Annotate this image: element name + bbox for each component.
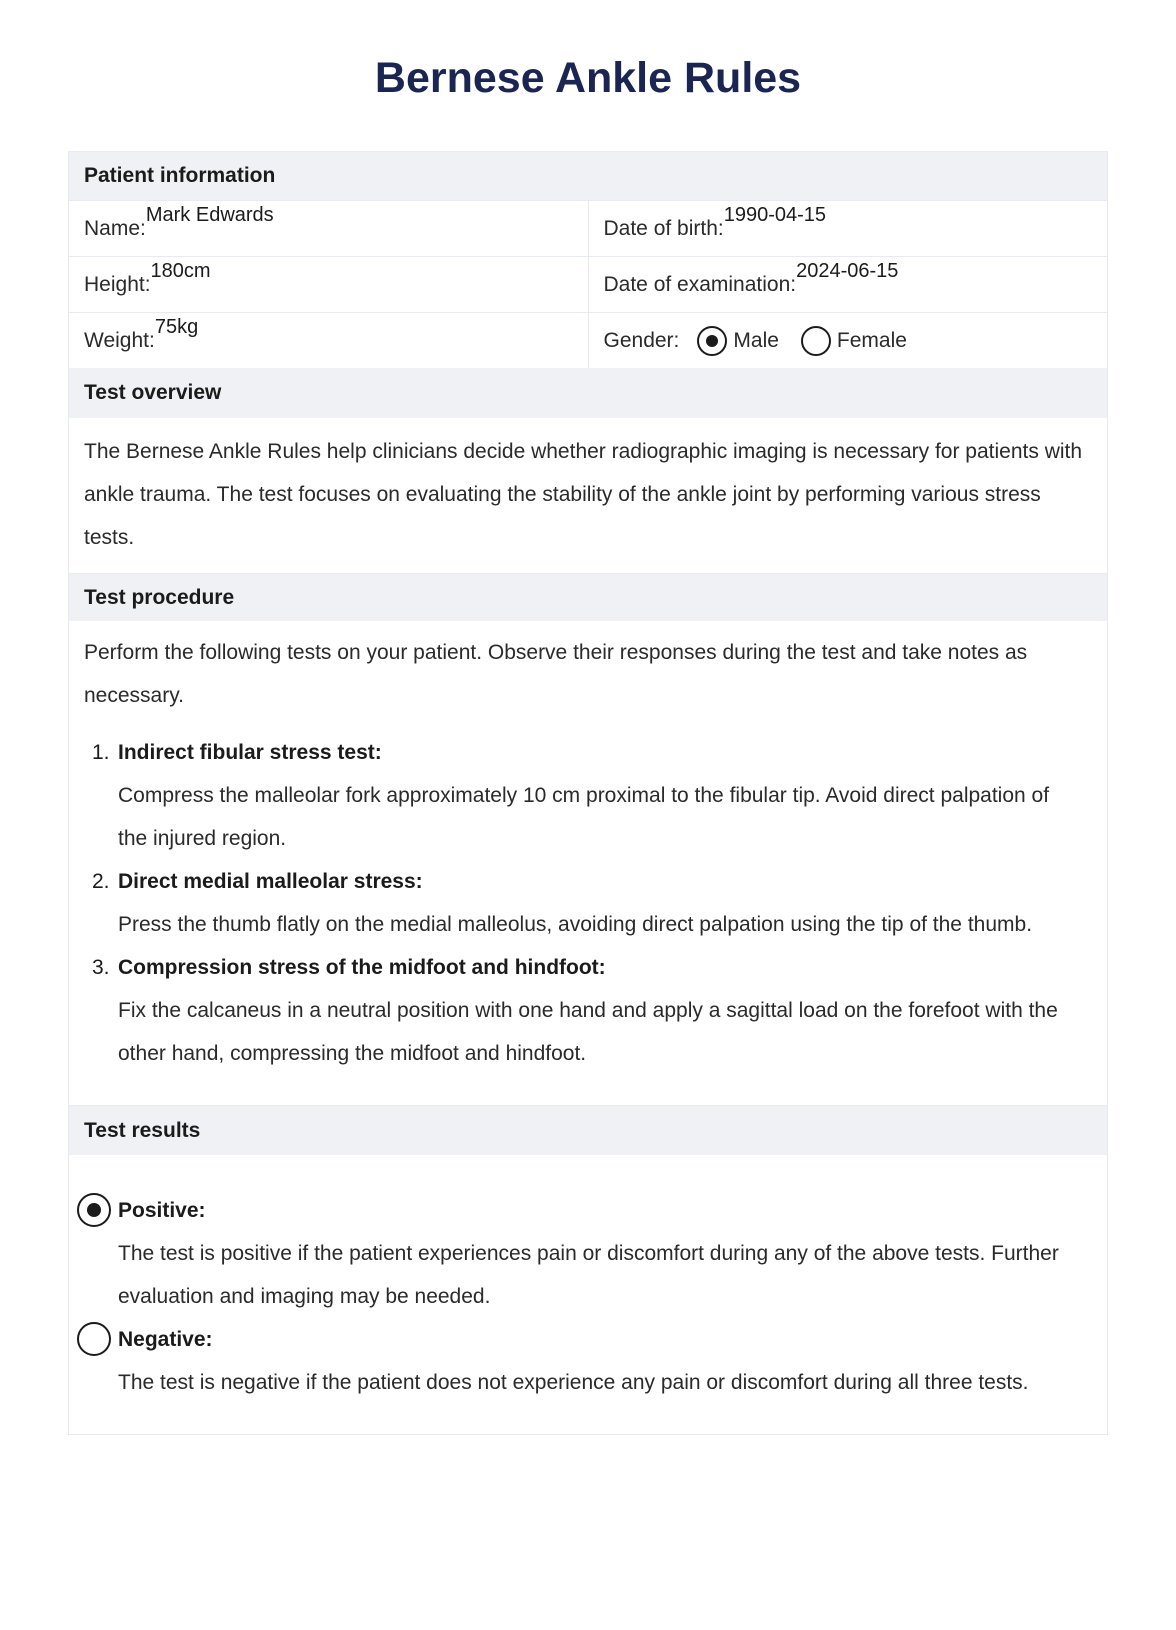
weight-value[interactable]: 75kg xyxy=(154,316,199,338)
procedure-step xyxy=(69,860,1107,946)
result-negative-title[interactable] xyxy=(69,1318,1107,1361)
step-title-text: Compression stress of the midfoot and hindfoot: xyxy=(118,956,606,979)
gender-field xyxy=(588,313,1108,368)
step-description: Press the thumb flatly on the medial malleolus, avoiding direct palpation using the tip of the thumb. xyxy=(118,913,1033,936)
section-header-test-results: Test results xyxy=(69,1105,1107,1155)
step-title xyxy=(69,946,1107,989)
height-field[interactable] xyxy=(69,257,588,312)
name-value[interactable]: Mark Edwards xyxy=(145,204,274,226)
gender-male-label: Male xyxy=(733,328,779,352)
exam-date-field[interactable] xyxy=(588,257,1108,312)
exam-date-label: Date of examination: xyxy=(603,272,797,296)
height-value[interactable]: 180cm xyxy=(150,260,211,282)
dob-value[interactable]: 1990-04-15 xyxy=(723,204,827,226)
weight-field[interactable] xyxy=(69,313,588,368)
patient-row-2 xyxy=(69,256,1107,312)
step-title-text: Indirect fibular stress test: xyxy=(118,741,382,764)
step-number: 3. xyxy=(92,956,110,979)
result-negative-description: The test is negative if the patient does not experience any pain or discomfort during all three tests. xyxy=(118,1371,1029,1394)
step-number: 1. xyxy=(92,741,110,764)
result-positive-description: The test is positive if the patient experiences pain or discomfort during any of the above tests. Further evaluation and imaging may be needed. xyxy=(118,1242,1059,1308)
gender-female-label: Female xyxy=(836,328,907,352)
height-label: Height: xyxy=(84,272,151,296)
section-header-patient-information: Patient information xyxy=(69,152,1107,200)
section-header-test-overview: Test overview xyxy=(69,368,1107,418)
name-label: Name: xyxy=(84,216,146,240)
result-negative-label: Negative: xyxy=(118,1327,213,1351)
radio-negative[interactable] xyxy=(77,1322,111,1356)
procedure-step xyxy=(69,731,1107,860)
result-option-positive xyxy=(69,1189,1107,1318)
section-header-test-procedure: Test procedure xyxy=(69,573,1107,621)
patient-row-1 xyxy=(69,200,1107,256)
patient-row-3 xyxy=(69,312,1107,368)
radio-male[interactable] xyxy=(697,326,727,356)
name-field[interactable] xyxy=(69,201,588,256)
gender-label: Gender: xyxy=(603,328,680,352)
step-description: Fix the calcaneus in a neutral position with one hand and apply a sagittal load on the forefoot with the other hand, compressing the midfoot and hindfoot. xyxy=(118,999,1058,1065)
result-positive-label: Positive: xyxy=(118,1198,206,1222)
weight-label: Weight: xyxy=(84,328,155,352)
ankle-rules-form xyxy=(68,151,1108,1435)
step-number: 2. xyxy=(92,870,110,893)
procedure-intro: Perform the following tests on your patient. Observe their responses during the test and take notes as necessary. xyxy=(84,641,1028,707)
radio-female[interactable] xyxy=(801,326,831,356)
dob-field[interactable] xyxy=(588,201,1108,256)
page-title: Bernese Ankle Rules xyxy=(374,54,802,102)
radio-positive[interactable] xyxy=(77,1193,111,1227)
procedure-step xyxy=(69,946,1107,1075)
step-title xyxy=(69,731,1107,774)
result-option-negative xyxy=(69,1318,1107,1404)
exam-date-value[interactable]: 2024-06-15 xyxy=(796,260,899,282)
result-positive-title[interactable] xyxy=(69,1189,1107,1232)
gender-option-male[interactable] xyxy=(697,326,779,356)
dob-label: Date of birth: xyxy=(603,216,724,240)
step-title-text: Direct medial malleolar stress: xyxy=(118,870,423,893)
overview-text: The Bernese Ankle Rules help clinicians decide whether radiographic imaging is necessary for patients with ankle trauma. The test focuses on evaluating the stability of the ankle joint by performing various stress tests. xyxy=(84,440,1083,549)
step-description: Compress the malleolar fork approximately 10 cm proximal to the fibular tip. Avoid direct palpation of the injured region. xyxy=(118,784,1050,850)
procedure-steps-list xyxy=(69,731,1107,1105)
gender-option-female[interactable] xyxy=(801,326,907,356)
results-options xyxy=(69,1155,1107,1434)
step-title xyxy=(69,860,1107,903)
